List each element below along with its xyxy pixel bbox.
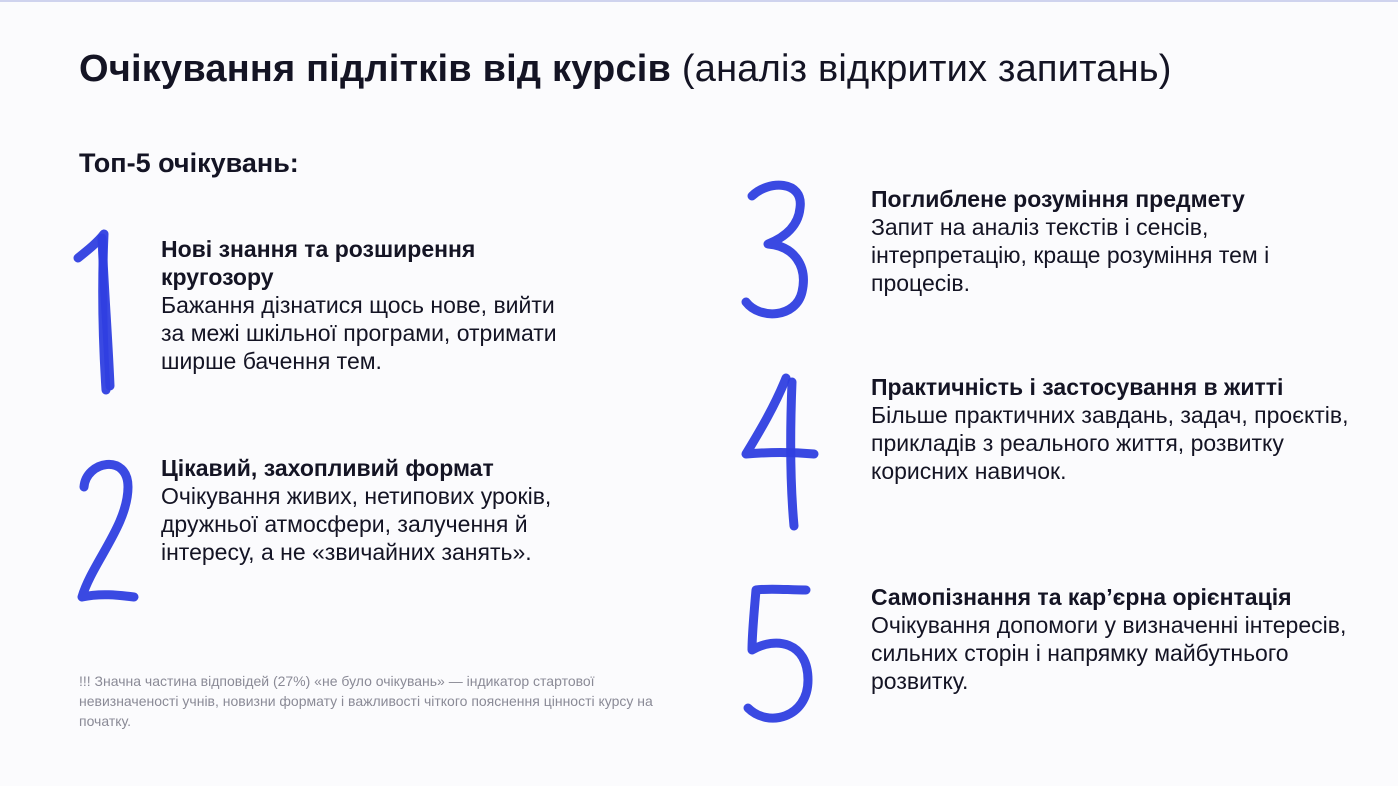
number-four-icon [740,372,820,532]
expectation-text: Очікування допомоги у визначенні інтересів, сильних сторін і напрямку майбутнього розвитку. [871,612,1347,694]
expectation-text: Очікування живих, нетипових уроків, дружньої атмосфери, залучення й інтересу, а не «звичайних занять». [161,483,552,565]
number-three-icon [738,174,818,324]
slide-title-bold: Очікування підлітків від курсів [79,48,672,90]
number-five-icon [740,580,820,730]
expectation-text: Бажання дізнатися щось нове, вийти за межі шкільної програми, отримати ширше бачення тем. [161,292,557,374]
expectation-item-3 [871,185,1351,297]
expectation-item-5 [871,583,1371,695]
number-one-icon [66,228,136,398]
expectation-text: Більше практичних завдань, задач, проєктів, прикладів з реального життя, розвитку корисних навичок. [871,402,1349,484]
footnote: !!! Значна частина відповідей (27%) «не було очікувань» — індикатор стартової невизначеності учнів, новизни формату і важливості чіткого пояснення цінності курсу на початку. [79,673,653,729]
slide-title-light: (аналіз відкритих запитань) [681,48,1172,90]
slide-title [79,48,1172,91]
number-two-icon [72,447,142,607]
expectation-heading: Нові знання та розширення кругозору [161,236,476,290]
expectation-heading: Цікавий, захопливий формат [161,455,494,481]
expectation-text: Запит на аналіз текстів і сенсів, інтерпретацію, краще розуміння тем і процесів. [871,214,1270,296]
expectation-item-1 [161,235,581,375]
expectation-heading: Самопізнання та кар’єрна орієнтація [871,584,1292,610]
expectation-item-4 [871,373,1351,485]
expectation-item-2 [161,454,591,566]
expectation-heading: Поглиблене розуміння предмету [871,186,1245,212]
expectation-heading: Практичність і застосування в житті [871,374,1284,400]
top5-subheading: Топ-5 очікувань: [79,148,299,178]
